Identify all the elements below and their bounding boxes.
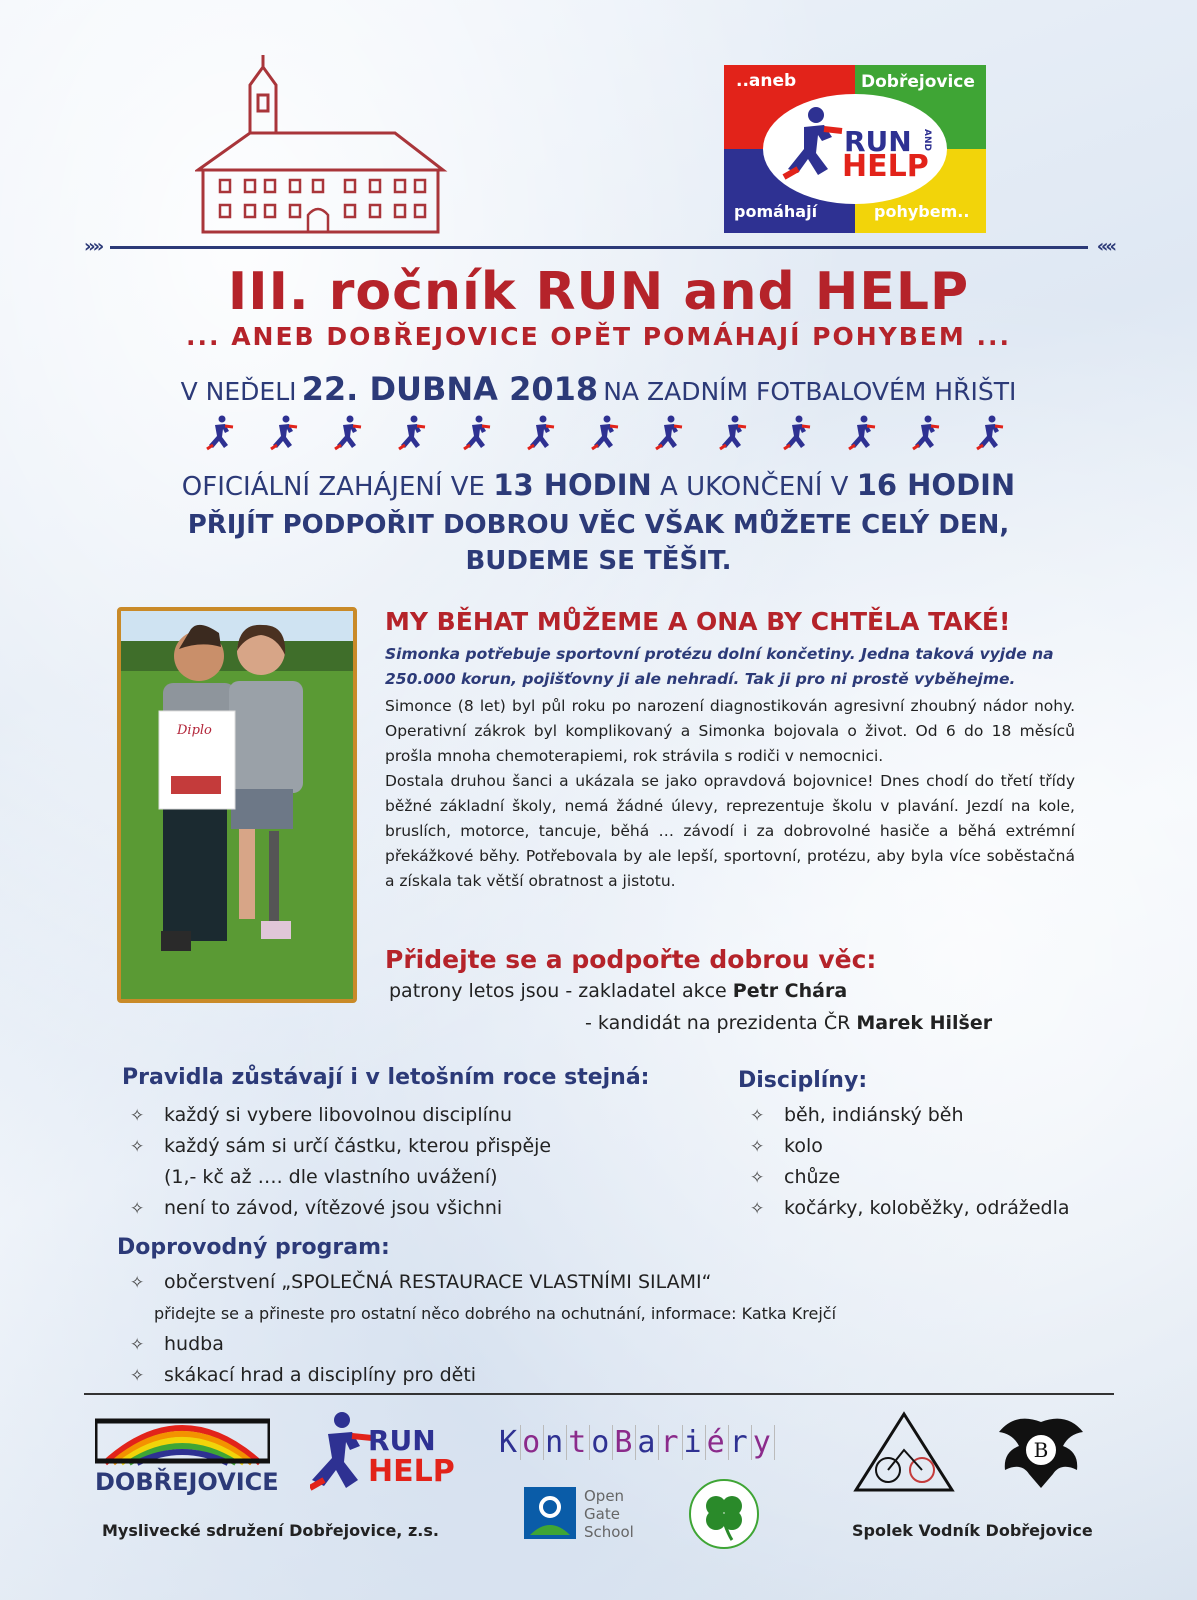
list-item: ✧ občerstvení „SPOLEČNÁ RESTAURACE VLASTNÍMI SILAMI“: [130, 1267, 836, 1298]
duha-caption: DOBŘEJOVICE: [95, 1468, 279, 1496]
star-bullet-icon: ✧: [130, 1106, 145, 1126]
runner-icon: [718, 415, 748, 451]
runner-icon: [269, 415, 299, 451]
subtitle: ... ANEB DOBŘEJOVICE OPĚT POMÁHAJÍ POHYBEM ...: [186, 322, 1011, 351]
church-illustration: [195, 55, 450, 235]
open-gate-school-text: Open Gate School: [584, 1487, 634, 1541]
patron-line-1: [389, 980, 847, 1002]
konto-letter: n: [545, 1425, 566, 1460]
logo-top-left: ..aneb: [736, 71, 797, 91]
runner-icon: [333, 415, 363, 451]
start-prefix: OFICIÁLNÍ ZAHÁJENÍ VE: [181, 472, 485, 502]
footer-left-caption: Myslivecké sdružení Dobřejovice, z.s.: [102, 1521, 439, 1540]
list-item: ✧ skákací hrad a disciplíny pro děti: [130, 1360, 836, 1391]
rules-list: [130, 1100, 551, 1224]
logo-bottom-left: pomáhají: [734, 202, 818, 221]
list-item: ✧ každý si vybere libovolnou disciplínu: [130, 1100, 551, 1131]
footer-help: HELP: [368, 1454, 455, 1489]
runner-icon: [847, 415, 877, 451]
logo-bottom-right: pohybem..: [874, 202, 970, 221]
story-lead: Simonka potřebuje sportovní protézu dolní končetiny. Jedna taková vyjde na 250.000 korun, pojišťovny ji ale nehradí. Tak ji pro ni prostě vyběhejme.: [385, 645, 1054, 688]
svg-text:B: B: [1033, 1438, 1049, 1462]
story-paragraph-1: Simonce (8 let) byl půl roku po narození diagnostikován agresivní zhoubný nádor nohy. Operativní zákrok byl komplikovaný a Simonka bojovala o život. Od 6 do 18 měsíců prošla mnoha chemoterapiemi, rok strávila s rodiči v nemocnici.: [385, 697, 1075, 765]
date-line: [0, 370, 1197, 408]
logo-and: AND: [921, 129, 932, 151]
runner-icon: [590, 415, 620, 451]
star-bullet-icon: ✧: [750, 1137, 765, 1157]
runner-icon: [782, 415, 812, 451]
konto-letter: t: [568, 1425, 589, 1460]
support-heading: Přidejte se a podpořte dobrou věc:: [385, 945, 877, 974]
list-item: ✧ kočárky, koloběžky, odrážedla: [750, 1193, 1070, 1224]
footer-divider: [84, 1393, 1114, 1395]
konto-letter: y: [752, 1425, 773, 1460]
list-item: ✧ chůze: [750, 1162, 1070, 1193]
star-bullet-icon: ✧: [130, 1366, 145, 1386]
list-item: ✧ kolo: [750, 1131, 1070, 1162]
disciplines-heading: Disciplíny:: [738, 1068, 868, 1093]
konto-bariery-logo: [498, 1425, 775, 1460]
rules-heading: Pravidla zůstávají i v letošním roce stejná:: [122, 1065, 650, 1090]
patron1-text: patrony letos jsou - zakladatel akce: [389, 980, 727, 1002]
runner-icon: [205, 415, 235, 451]
story-heading: MY BĚHAT MŮŽEME A ONA BY CHTĚLA TAKÉ!: [385, 607, 1011, 636]
info-line-3: BUDEME SE TĚŠIT.: [465, 546, 732, 576]
end-time: 16 HODIN: [856, 468, 1016, 502]
logo-help: HELP: [842, 149, 929, 184]
star-bullet-icon: ✧: [750, 1106, 765, 1126]
patron-line-2: [585, 1012, 992, 1034]
runner-icon: [975, 415, 1005, 451]
story-paragraph-2: Dostala druhou šanci a ukázala se jako opravdová bojovnice! Dnes chodí do třetí třídy běžné základní školy, nemá žádné úlevy, reprezentuje školu v plavání. Jezdí na kole, bruslích, motorce, tancuje, běhá … závodí i za dobrovolné hasiče a běhá extrémní překážkové běhy. Potřebovala by ale lepší, sportovní, protézu, aby byla více soběstačná a získala tak větší obratnost a jistotu.: [385, 772, 1075, 890]
list-item: ✧ běh, indiánský běh: [750, 1100, 1070, 1131]
star-bullet-icon: ✧: [130, 1199, 145, 1219]
runner-icon: [397, 415, 427, 451]
children-photo: [117, 607, 357, 1003]
top-divider: [84, 236, 1114, 257]
story-section: [385, 607, 1075, 894]
list-item: (1,- kč až …. dle vlastního uvážení): [164, 1166, 498, 1188]
clover-logo: [688, 1478, 760, 1550]
chevrons-right-icon: ««: [1096, 236, 1114, 257]
star-bullet-icon: ✧: [750, 1168, 765, 1188]
chevrons-left-icon: »»: [84, 236, 102, 257]
konto-letter: o: [522, 1425, 543, 1460]
run-and-help-footer-logo: [310, 1410, 470, 1496]
footer-run: RUN: [368, 1424, 436, 1457]
date-prefix: V NEĎELI: [180, 377, 297, 406]
konto-letter: a: [637, 1425, 658, 1460]
bike-club-logo: [852, 1410, 957, 1495]
logo-run: RUN: [844, 125, 912, 158]
runner-icon: [654, 415, 684, 451]
info-line-2: PŘIJÍT PODPOŘIT DOBROU VĚC VŠAK MŮŽETE CELÝ DEN,: [187, 510, 1010, 540]
patron2-text: - kandidát na prezidenta ČR: [585, 1012, 851, 1034]
konto-letter: é: [706, 1425, 727, 1460]
end-prefix: A UKONČENÍ V: [660, 472, 849, 502]
program-heading: Doprovodný program:: [117, 1235, 390, 1260]
program-list: [130, 1267, 836, 1391]
list-item: ✧ hudba: [130, 1329, 836, 1360]
date-suffix: NA ZADNÍM FOTBALOVÉM HŘIŠTI: [603, 377, 1017, 406]
star-bullet-icon: ✧: [750, 1199, 765, 1219]
logo-top-right: Dobřejovice: [861, 72, 975, 92]
main-title: III. ročník RUN and HELP: [227, 262, 970, 322]
diploma-text: Diplo: [177, 723, 212, 738]
list-item: přidejte se a přineste pro ostatní něco dobrého na ochutnání, informace: Katka Krejčí: [154, 1304, 837, 1323]
start-time: 13 HODIN: [493, 468, 652, 502]
konto-letter: o: [591, 1425, 612, 1460]
runner-icon: [462, 415, 492, 451]
patron2-name: Marek Hilšer: [856, 1012, 993, 1034]
star-bullet-icon: ✧: [130, 1137, 145, 1157]
konto-letter: r: [729, 1425, 750, 1460]
konto-letter: i: [683, 1425, 704, 1460]
start-end-line: [0, 468, 1197, 502]
runners-row: [205, 415, 1005, 455]
open-gate-school-logo: [524, 1487, 576, 1539]
star-bullet-icon: ✧: [130, 1273, 145, 1293]
runner-icon: [526, 415, 556, 451]
event-date: 22. DUBNA 2018: [301, 370, 599, 408]
vodnik-crest-logo: [995, 1412, 1087, 1490]
star-bullet-icon: ✧: [130, 1335, 145, 1355]
footer-right-caption: Spolek Vodník Dobřejovice: [852, 1521, 1093, 1540]
konto-letter: B: [614, 1425, 635, 1460]
run-and-help-logo: [724, 65, 986, 233]
disciplines-list: [750, 1100, 1070, 1224]
konto-letter: K: [499, 1425, 520, 1460]
list-item: ✧ každý sám si určí částku, kterou přispěje: [130, 1131, 551, 1162]
runner-icon: [911, 415, 941, 451]
list-item: ✧ není to závod, vítězové jsou všichni: [130, 1193, 551, 1224]
patron1-name: Petr Chára: [732, 980, 848, 1002]
konto-letter: r: [660, 1425, 681, 1460]
